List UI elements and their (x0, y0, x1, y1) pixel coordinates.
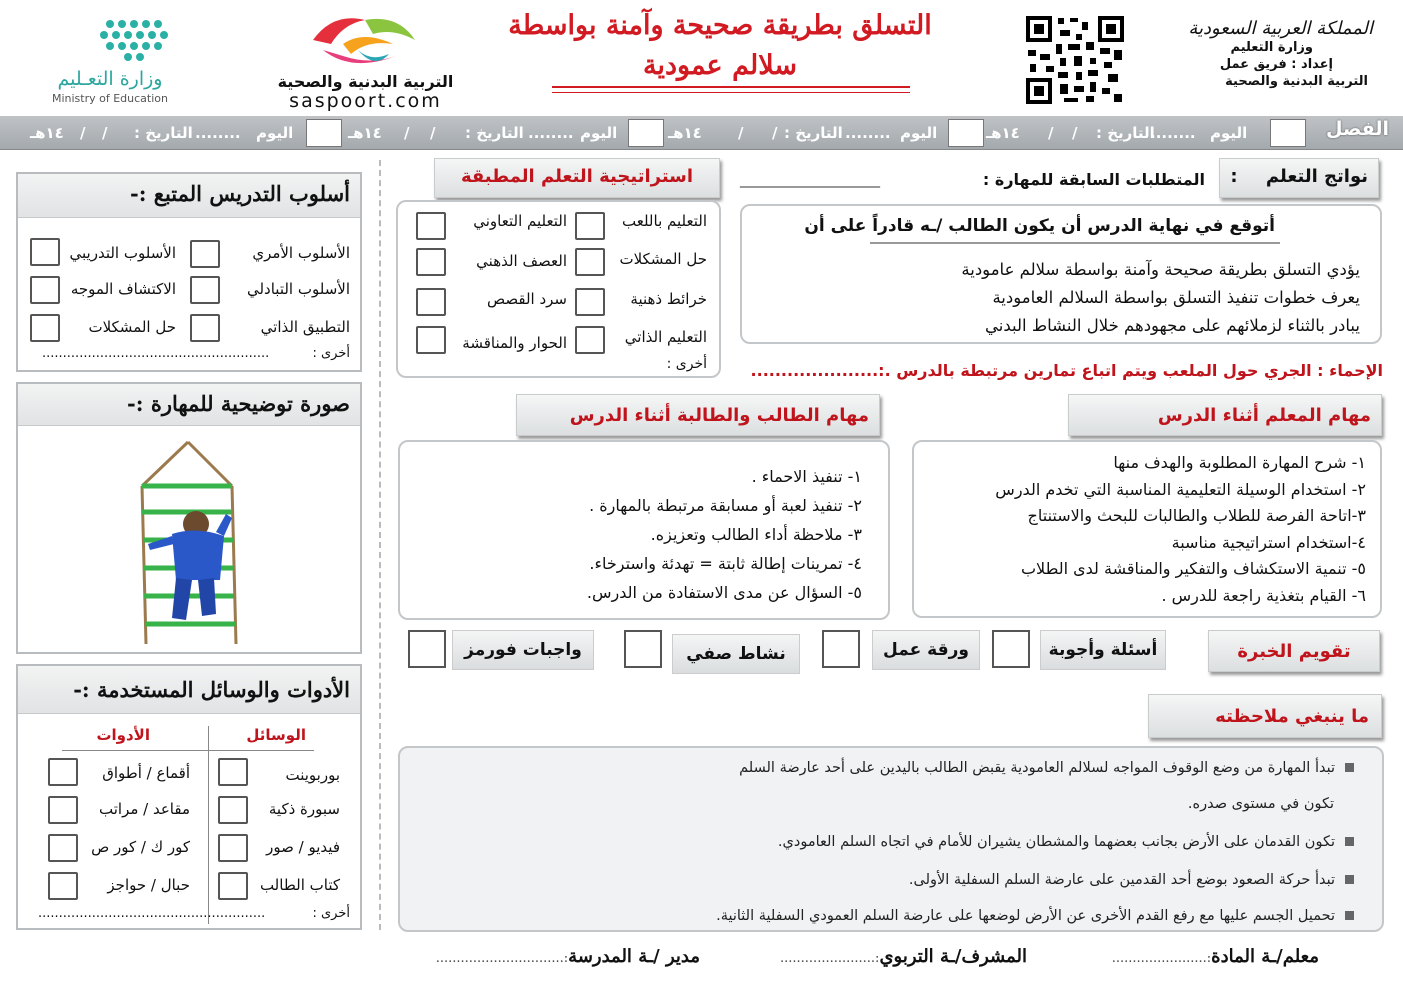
tools-checkbox[interactable] (48, 758, 78, 786)
means-checkbox[interactable] (218, 758, 248, 786)
date-label-2: التاريخ : (784, 124, 843, 142)
strategy-checkbox[interactable] (416, 248, 446, 276)
evaluation-caption: تقويم الخبرة (1208, 630, 1380, 672)
prepared-by: إعداد : فريق عمل (1219, 57, 1333, 72)
tools-caption: الأدوات والوسائل المستخدمة :- (18, 666, 360, 714)
strategy-checkbox[interactable] (575, 212, 605, 240)
teacher-task: ٣-اتاحة الفرصة للطلاب والطالبات للبحث والاستنتاج (1027, 506, 1366, 525)
teacher-tasks-caption (1068, 394, 1382, 436)
evaluation-checkbox[interactable] (408, 630, 446, 668)
illustration-panel (16, 382, 362, 654)
tools-header-rule (62, 750, 314, 751)
teacher-task: ٢- استخدام الوسيلة التعليمية المناسبة التي تخدم الدرس (995, 479, 1366, 499)
strategy-checkbox[interactable] (575, 248, 605, 276)
warmup-sentence: الإحماء : الجري حول الملعب ويتم اتباع تمارين مرتبطة بالدرس .: (878, 361, 1383, 380)
outcomes-intro-underline (870, 242, 1280, 244)
strategy-label: العصف الذهني (476, 252, 567, 270)
student-task: ١- تنفيذ الاحماء . (751, 467, 862, 486)
note-item (909, 872, 1354, 888)
outcome-item: يؤدي التسلق بطريقة صحيحة وآمنة بواسطة سلالم عامودية (961, 260, 1360, 279)
strategy-checkbox[interactable] (575, 326, 605, 354)
moe-english-name: Ministry of Education (51, 92, 168, 105)
student-task: ٣- ملاحظة أداء الطالب وتعزيزه. (650, 525, 862, 544)
slash-2a: / (772, 124, 778, 142)
strategy-label: خرائط ذهنية (630, 290, 707, 308)
outcomes-intro: أتوقع في نهاية الدرس أن يكون الطالب /ـه قادراً على أن (804, 216, 1275, 236)
day-input-2[interactable] (628, 119, 664, 147)
principal-signature-label: مدير /ـة المدرسة (568, 946, 700, 967)
day-input-1[interactable] (948, 119, 984, 147)
tools-checkbox[interactable] (48, 872, 78, 900)
tools-label: حبال / حواجز (107, 876, 190, 894)
department-name: التربية البدنية والصحية (1225, 74, 1368, 89)
teacher-tasks-caption-text: مهام المعلم أثناء الدرس (1157, 405, 1371, 426)
column-divider (379, 160, 381, 930)
style-checkbox[interactable] (30, 314, 60, 342)
tools-checkbox[interactable] (48, 834, 78, 862)
strategy-label: الحوار والمناقشة (462, 334, 567, 352)
strategy-label: حل المشكلات (619, 250, 707, 268)
strategy-label: التعليم الذاتي (624, 328, 707, 346)
bullet-icon (1345, 763, 1354, 772)
evaluation-option-label: أسئلة وأجوبة (1040, 630, 1166, 670)
teacher-task: ٥- تنمية الاستكشاف والتفكير والمناقشة لدى الطلاب (1020, 559, 1366, 578)
date-bar (0, 116, 1403, 150)
evaluation-checkbox[interactable] (992, 630, 1030, 668)
tools-divider (208, 726, 209, 924)
student-tasks-caption-text: مهام الطالب والطالبة أثناء الدرس (569, 405, 869, 426)
bullet-icon (1345, 837, 1354, 846)
strategies-caption: استراتيجية التعلم المطبقة (434, 158, 720, 198)
outcomes-caption-text: نواتج التعلم (1265, 166, 1368, 187)
note-text: تكون القدمان على الأرض بجانب بعضهما والمشطان يشيران للأمام في اتجاه السلم العامودي. (777, 834, 1335, 850)
evaluation-checkbox[interactable] (624, 630, 662, 668)
style-label: الأسلوب التبادلي (246, 280, 350, 298)
moe-arabic-name: وزارة التعـليم (57, 68, 163, 90)
notes-caption: ما ينبغي ملاحظته (1148, 694, 1382, 738)
teaching-style-caption: أسلوب التدريس المتبع :- (18, 174, 360, 218)
day-dots-2: ........ (845, 124, 891, 142)
style-label: الأسلوب الأمري (252, 244, 350, 262)
day-dots-1: ........ (1150, 124, 1196, 142)
means-label: كتاب الطالب (259, 876, 340, 894)
bullet-icon (1345, 875, 1354, 884)
note-text: تحميل الجسم عليها مع رفع القدم الأخرى عن الأرض لوضعها على عارضة السلم العمودي السفلية الثانية. (716, 908, 1335, 924)
tools-checkbox[interactable] (48, 796, 78, 824)
date-label-1: التاريخ : (1096, 124, 1155, 142)
title-underline (552, 86, 910, 88)
illustration-caption: صورة توضيحية للمهارة :- (18, 384, 360, 426)
year-4: ١٤هـ (30, 124, 64, 142)
qr-code-icon (1024, 14, 1126, 106)
student-tasks-list (587, 462, 862, 607)
tools-panel (16, 664, 362, 930)
outcomes-caption-colon: : (1230, 166, 1238, 187)
principal-signature (436, 946, 700, 967)
evaluation-option-label: نشاط صفي (672, 634, 800, 674)
supervisor-signature (780, 946, 1027, 967)
outcome-item: يعرف خطوات تنفيذ التسلق بواسطة السلالم العامودية (992, 288, 1360, 307)
day-label-2: اليوم (900, 124, 938, 142)
kingdom-calligraphy: المملكة العربية السعودية (1188, 18, 1373, 39)
note-text: تبدأ المهارة من وضع الوقوف المواجه لسلالم العامودية يقبض الطالب باليدين على أحد عارضة السلم (739, 760, 1335, 776)
teacher-tasks-list (995, 450, 1366, 609)
sas-arabic-name: التربية البدنية والصحية (277, 72, 454, 91)
tools-other-dots[interactable]: ....................................................... (38, 906, 266, 921)
day-input-3[interactable] (306, 119, 342, 147)
slash-1a: / (1072, 124, 1078, 142)
date-label-4: التاريخ : (134, 124, 193, 142)
style-checkbox[interactable] (30, 276, 60, 304)
student-tasks-caption (516, 394, 880, 436)
style-label: الأسلوب التدريبي (69, 244, 176, 262)
student-tasks-panel (398, 440, 890, 620)
sas-url: saspoort.com (289, 90, 442, 112)
evaluation-option-label: واجبات فورمز (452, 630, 594, 670)
slash-3b: / (404, 124, 410, 142)
supervisor-signature-dots[interactable]: :....................... (780, 951, 880, 966)
day-dots-4: ........ (195, 124, 241, 142)
style-label: التطبيق الذاتي (260, 318, 350, 336)
bullet-icon (1345, 911, 1354, 920)
warmup-dots: ..................... (750, 361, 879, 380)
strategy-checkbox[interactable] (416, 326, 446, 354)
class-input[interactable] (1270, 119, 1306, 147)
lesson-title (470, 6, 970, 86)
slash-4a: / (102, 124, 108, 142)
note-text: تكون في مستوى صدره. (1187, 796, 1334, 812)
day-dots-3: ........ (528, 124, 574, 142)
climbing-ladder-illustration (128, 440, 258, 646)
slash-4b: / (80, 124, 86, 142)
note-item (778, 834, 1354, 850)
day-label-3: اليوم (580, 124, 618, 142)
style-checkbox[interactable] (30, 238, 60, 266)
date-label-3: التاريخ : (465, 124, 524, 142)
ministry-header-block (1188, 20, 1373, 90)
evaluation-checkbox[interactable] (822, 630, 860, 668)
lesson-title-line2: سلالم عمودية (642, 50, 797, 81)
tools-label: كور ك / كور ص (91, 838, 190, 856)
supervisor-signature-label: المشرف/ـة التربوي (879, 946, 1027, 967)
note-item (739, 760, 1354, 776)
teacher-signature-dots[interactable]: :....................... (1111, 951, 1212, 966)
means-label: سبورة ذكية (268, 800, 340, 818)
tools-header: الأدوات (96, 726, 150, 744)
teacher-signature (1112, 946, 1319, 967)
prereq-label: المتطلبات السابقة للمهارة : (982, 170, 1205, 189)
title-underline-thin (552, 92, 910, 93)
strategy-label: التعليم التعاوني (473, 212, 567, 230)
strategy-label: سرد القصص (486, 290, 567, 308)
outcomes-caption (1219, 158, 1379, 198)
tools-label: أقماع / أطواق (102, 764, 190, 782)
note-text: تبدأ حركة الصعود بوضع أحد القدمين على عارضة السلم السفلية الأولى. (908, 872, 1335, 888)
teacher-tasks-panel (912, 440, 1382, 618)
style-label: الاكتشاف الموجه (70, 280, 176, 298)
year-2: ١٤هـ (668, 124, 702, 142)
ministry-name: وزارة التعليم (1230, 40, 1313, 55)
strategy-checkbox[interactable] (416, 288, 446, 316)
class-label: الفصل (1325, 118, 1389, 140)
style-label: حل المشكلات (88, 318, 176, 336)
day-label-1: اليوم (1210, 124, 1248, 142)
lesson-title-line1: التسلق بطريقة صحيحة وآمنة بواسطة (508, 10, 932, 41)
warmup-text (751, 361, 1383, 380)
means-label: فيديو / صور (266, 838, 340, 856)
outcomes-panel (740, 204, 1382, 344)
teacher-task: ٤-استخدام استراتيجية مناسبة (1171, 532, 1366, 552)
style-checkbox[interactable] (190, 276, 220, 304)
means-label: بوربوينت (285, 766, 340, 784)
means-checkbox[interactable] (218, 796, 248, 824)
saspoort-logo (248, 10, 483, 110)
style-other-label: أخرى : (312, 346, 350, 361)
teacher-signature-label: معلم/ـة المادة (1211, 946, 1319, 967)
evaluation-option-label: ورقة عمل (872, 630, 980, 670)
day-label-4: اليوم (256, 124, 294, 142)
style-checkbox[interactable] (190, 314, 220, 342)
tools-other-label: أخرى : (312, 906, 350, 921)
outcomes-list (961, 256, 1360, 340)
ministry-of-education-logo (25, 10, 195, 110)
tools-label: مقاعد / مراتب (99, 800, 190, 818)
notes-panel (398, 746, 1384, 932)
strategy-label: التعليم باللعب (622, 212, 707, 230)
teacher-task: ٦- القيام بتغذية راجعة للدرس . (1161, 585, 1366, 605)
teacher-task: ١- شرح المهارة المطلوبة والهدف منها (1113, 453, 1366, 472)
slash-1b: / (1048, 124, 1054, 142)
style-other-dots[interactable]: ....................................................... (42, 346, 270, 361)
note-item (1188, 796, 1334, 812)
student-task: ٥- السؤال عن مدى الاستفادة من الدرس. (586, 583, 862, 602)
student-task: ٤- تمرينات إطالة ثابتة = تهدئة واسترخاء. (589, 554, 862, 573)
teaching-style-panel (16, 172, 362, 372)
prereq-line[interactable]: ____________________ (740, 172, 880, 188)
strategies-other-label: أخرى : (666, 356, 707, 372)
year-1: ١٤هـ (986, 124, 1020, 142)
student-task: ٢- تنفيذ لعبة أو مسابقة مرتبطة بالمهارة . (589, 496, 862, 515)
strategies-panel (396, 200, 721, 378)
slash-3a: / (430, 124, 436, 142)
outcome-item: يبادر بالثناء لزملائهم على مجهودهم خلال النشاط البدني (985, 316, 1360, 335)
strategy-checkbox[interactable] (575, 288, 605, 316)
year-3: ١٤هـ (348, 124, 382, 142)
strategy-checkbox[interactable] (416, 212, 446, 240)
style-checkbox[interactable] (190, 240, 220, 268)
slash-2b: / (738, 124, 744, 142)
principal-signature-dots[interactable]: :............................... (435, 951, 569, 966)
note-item (716, 908, 1354, 924)
means-header: الوسائل (246, 726, 306, 744)
means-checkbox[interactable] (218, 872, 248, 900)
means-checkbox[interactable] (218, 834, 248, 862)
